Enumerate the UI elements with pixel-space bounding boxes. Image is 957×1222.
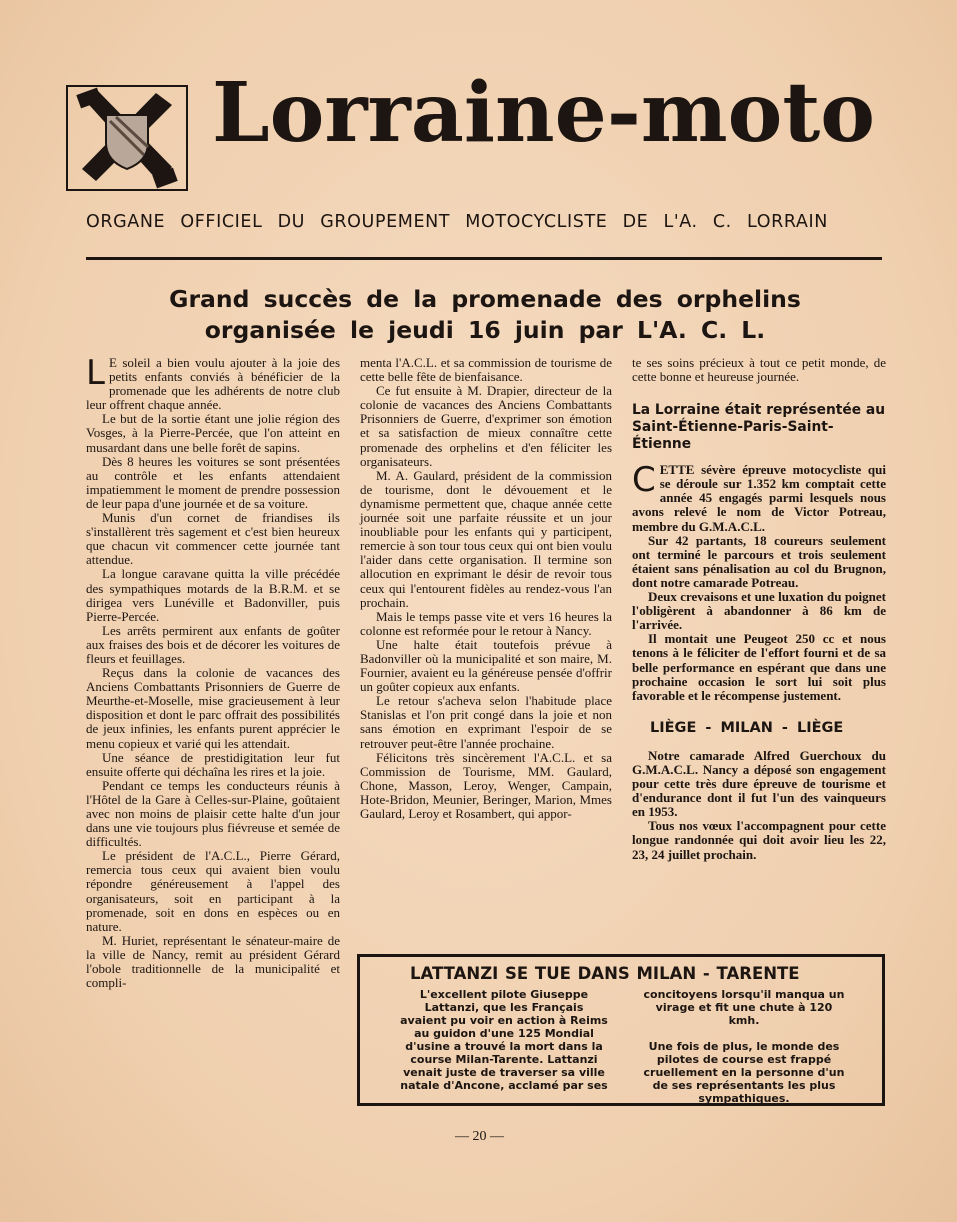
saint-etienne-article xyxy=(632,460,886,703)
masthead-subtitle: ORGANE OFFICIEL DU GROUPEMENT MOTOCYCLISTE DE L'A. C. LORRAIN xyxy=(86,212,828,232)
box-column-right xyxy=(640,988,848,1105)
masthead-rule xyxy=(86,257,882,260)
article-paragraph: Ce fut ensuite à M. Drapier, directeur de la colonie de vacances des Anciens Combattants Prisonniers de Guerre, d'exprimer son émotion et sa satisfaction de mieux connaître cette promenade des orphelins et d'en féliciter les organisateurs. xyxy=(360,383,612,469)
liege-heading: LIÈGE - MILAN - LIÈGE xyxy=(650,719,844,736)
club-emblem xyxy=(66,85,188,191)
article-paragraph: te ses soins précieux à tout ce petit monde, de cette bonne et heureuse journée. xyxy=(632,355,886,385)
article-column-3 xyxy=(632,356,886,862)
article-paragraph: Sur 42 partants, 18 coureurs seulement ont terminé le parcours et trois seulement étaient sans pénalisation au col du Brugnon, dont notre camarade Potreau. xyxy=(632,532,886,590)
box-paragraph: concitoyens lorsqu'il manqua un virage et fit une chute à 120 kmh. xyxy=(643,988,845,1027)
article-paragraph: Une halte était toutefois prévue à Badonviller où la municipalité et son maire, M. Fournier, avaient eu la généreuse pensée d'offrir un goûter copieux aux enfants. xyxy=(360,636,612,695)
article-paragraph: Les arrêts permirent aux enfants de goûter aux fraises des bois et de décorer les voitures de fleurs et feuillages. xyxy=(86,622,340,666)
article-paragraph: Une séance de prestidigitation leur fut ensuite offerte qui déchaîna les rires et la joie. xyxy=(86,749,340,779)
article-paragraph: Munis d'un cornet de friandises ils s'installèrent très sagement et c'est bien heureux que chacun vit commencer cette journée tant attendue. xyxy=(86,510,340,568)
headline-line-2: organisée le jeudi 16 juin par L'A. C. L. xyxy=(204,316,766,344)
box-column-left xyxy=(400,988,608,1092)
article-column-2 xyxy=(360,356,612,821)
article-headline xyxy=(100,284,870,346)
article-paragraph: Tous nos vœux l'accompagnent pour cette longue randonnée qui doit avoir lieu les 22, 23, 24 juillet prochain. xyxy=(632,818,886,862)
article-paragraph: CETTE sévère épreuve motocycliste qui se déroule sur 1.352 km comptait cette année 45 engagés parmi lesquels nous avons relevé le nom de Victor Potreau, membre du G.M.A.C.L. xyxy=(632,460,886,534)
headline-line-1: Grand succès de la promenade des orphelins xyxy=(169,285,801,313)
saint-etienne-heading: La Lorraine était représentée au Saint-Étienne-Paris-Saint-Étienne xyxy=(632,402,886,453)
article-paragraph: Deux crevaisons et une luxation du poignet l'obligèrent à abandonner à 86 km de l'arrivée. xyxy=(632,589,886,633)
article-paragraph: M. A. Gaulard, président de la commission de tourisme, dont le dévouement et le dynamisme permettent que, chaque année cette journée soit une parfaite réussite et un jour inoubliable pour les enfants qui y participent, remercie à son tour tous ceux qui ont bien voulu l'aider dans cette organisation. Il termine son allocution en exprimant le désir de revoir tous ceux qui l'entourent fidèles au rendez-vous l'an prochain. xyxy=(360,467,612,610)
article-paragraph: Mais le temps passe vite et vers 16 heures la colonne est reformée pour le retour à Nancy. xyxy=(360,608,612,638)
article-paragraph: Le président de l'A.C.L., Pierre Gérard, remercia tous ceux qui avaient bien voulu répondre généreusement à l'appel des organisateurs, soit en participant à la promenade, soit en dons en espèces ou en nature. xyxy=(86,848,340,934)
article-paragraph: Notre camarade Alfred Guerchoux du G.M.A.C.L. Nancy a déposé son engagement pour cette très dure épreuve de tourisme et d'endurance dont il fut l'un des vainqueurs en 1953. xyxy=(632,747,886,820)
article-paragraph: Il montait une Peugeot 250 cc et nous tenons à le féliciter de l'effort fourni et de sa belle performance en espérant que dans une prochaine occasion le sort lui soit plus favorable et le récompense justement. xyxy=(632,631,886,703)
article-paragraph: Félicitons très sincèrement l'A.C.L. et sa Commission de Tourisme, MM. Gaulard, Chone, Masson, Leroy, Wenger, Campain, Hote-Bridon, Meunier, Beringer, Marion, Mmes Gaulard, Leroy et Rosambert, qui appor- xyxy=(360,749,612,821)
article-paragraph: Dès 8 heures les voitures se sont présentées au contrôle et les enfants attendaient impatiemment le moment de prendre possession de leur papa d'une journée et de sa voiture. xyxy=(86,453,340,511)
article-column-1 xyxy=(86,353,340,991)
article-paragraph: L E soleil a bien voulu ajouter à la joie des petits enfants conviés à bénéficier de la promenade que les adhérents de notre club leur offrent chaque année. xyxy=(86,353,340,413)
article-paragraph: Le retour s'acheva selon l'habitude place Stanislas et l'on prit congé dans la joie et non sans émotion en exprimant l'espoir de se retrouver peut-être l'année prochaine. xyxy=(360,693,612,751)
liege-article xyxy=(632,749,886,862)
drop-cap: C xyxy=(632,460,656,501)
box-title: LATTANZI SE TUE DANS MILAN - TARENTE xyxy=(410,964,800,983)
page-number: — 20 — xyxy=(455,1129,504,1144)
box-paragraph: L'excellent pilote Giuseppe Lattanzi, que les Français avaient pu voir en action à Reims au guidon d'une 125 Mondial d'usine a trouvé la mort dans la course Milan-Tarente. Lattanzi venait juste de traverser sa ville natale d'Ancone, acclamé par ses xyxy=(400,988,608,1092)
article-paragraph: Le but de la sortie étant une jolie région des Vosges, à la Pierre-Percée, que l'on atteint en musardant dans une belle forêt de sapins. xyxy=(86,411,340,455)
crossed-emblem-icon xyxy=(68,87,186,189)
article-paragraph: La longue caravane quitta la ville précédée des sympathiques motards de la B.R.M. et se dirigea vers Lunéville et Badonviller, puis Pierre-Percée. xyxy=(86,566,340,624)
drop-cap: L xyxy=(86,353,105,393)
article-paragraph: Reçus dans la colonie de vacances des Anciens Combattants Prisonniers de Guerre de Meurthe-et-Moselle, mise gracieusement à leur disposition et dont le parc offrait des possibilités de jeux infinies, les enfants purent apprécier le menu copieux et varié qui les attendait. xyxy=(86,665,340,751)
masthead-title: Lorraine-moto xyxy=(212,65,875,161)
box-paragraph: Une fois de plus, le monde des pilotes de course est frappé cruellement en la personne d'un de ses représentants les plus sympathiques. xyxy=(643,1040,845,1105)
lattanzi-news-box xyxy=(357,954,885,1106)
article-paragraph: menta l'A.C.L. et sa commission de tourisme de cette belle fête de bienfaisance. xyxy=(360,355,612,385)
article-paragraph: M. Huriet, représentant le sénateur-maire de la ville de Nancy, remit au président Gérard l'obole traditionnelle de la municipalité et compli- xyxy=(86,932,340,991)
article-paragraph: Pendant ce temps les conducteurs réunis à l'Hôtel de la Gare à Celles-sur-Plaine, goûtaient avec non moins de plaisir cette halte d'un jour dans une vie toujours plus fiévreuse et semée de difficultés. xyxy=(86,777,340,850)
